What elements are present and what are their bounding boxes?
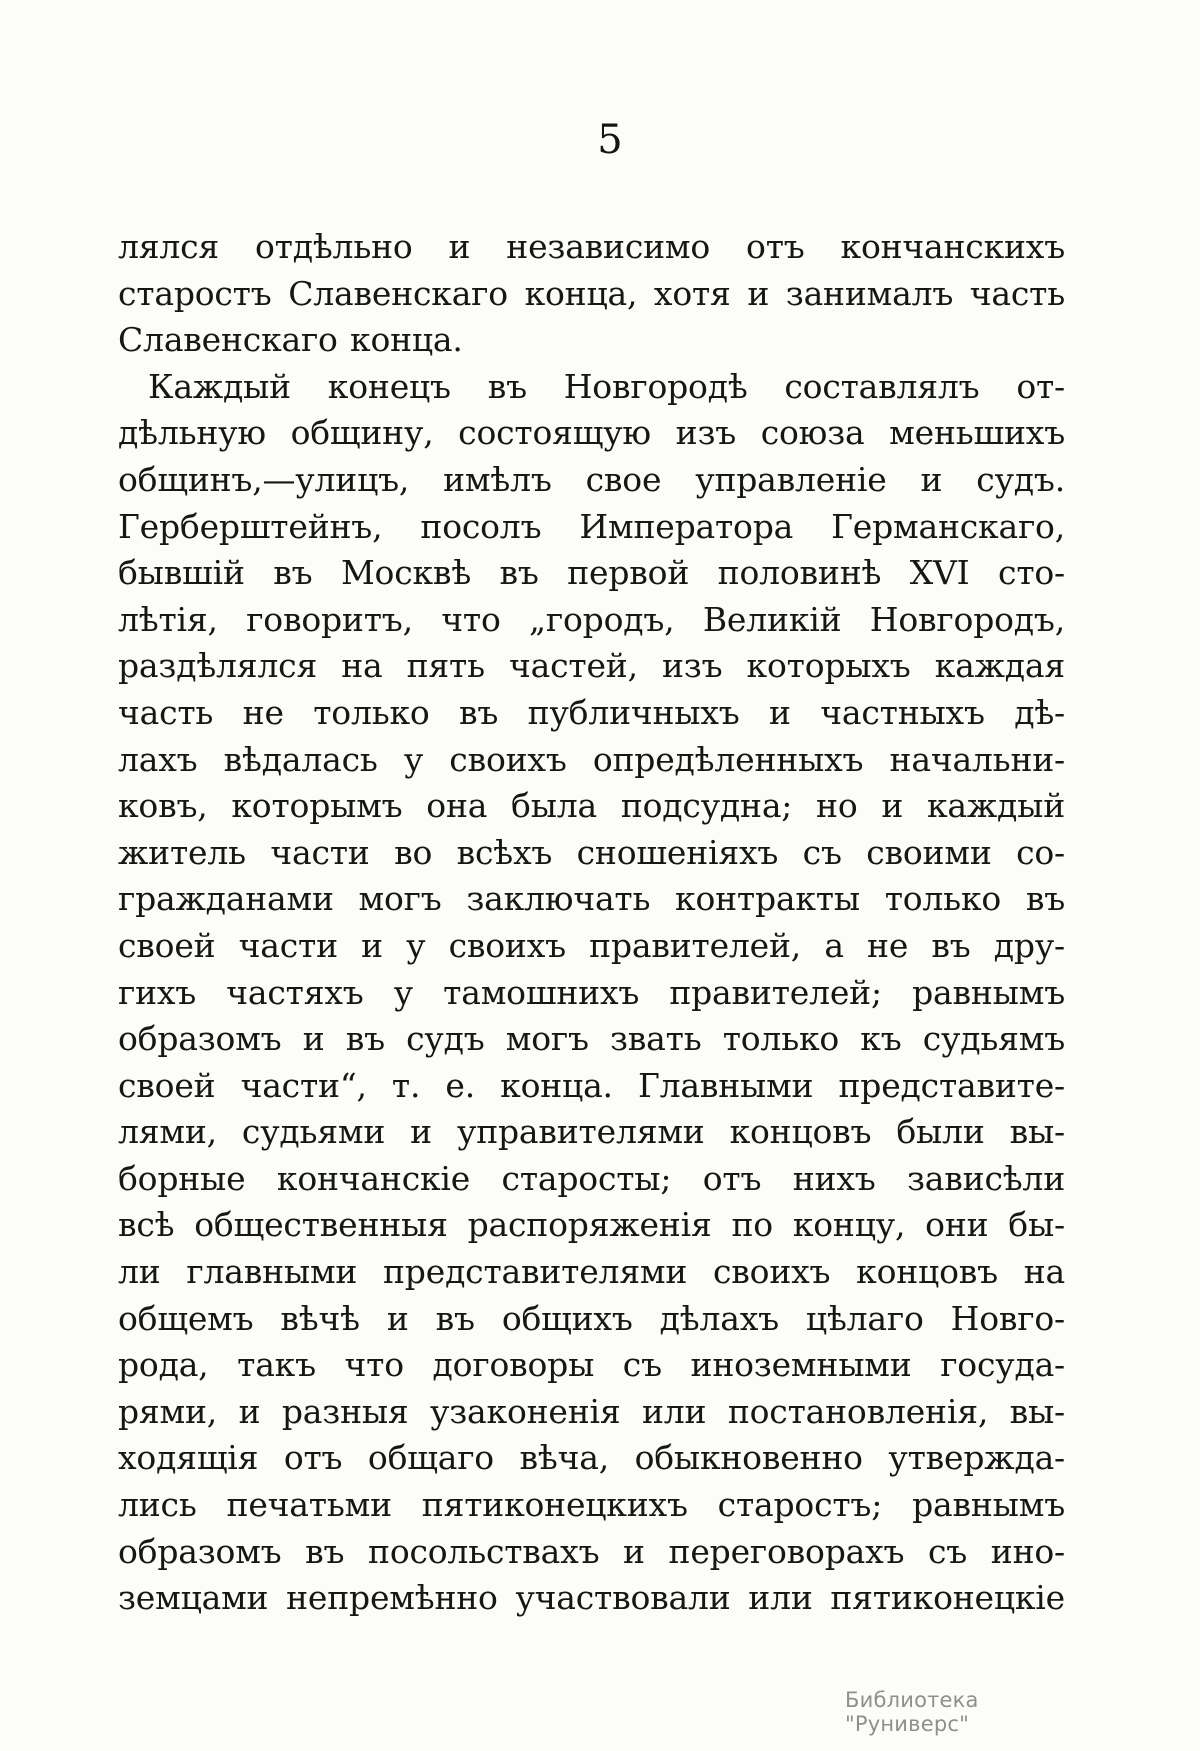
text-line: Каждый конецъ въ Новгородѣ составлялъ от- bbox=[148, 366, 1065, 406]
text-line: старостъ Славенскаго конца, хотя и занималъ часть bbox=[118, 273, 1065, 313]
text-line: ли главными представителями своихъ концовъ на bbox=[118, 1252, 1065, 1292]
text-line: своей части“, т. е. конца. Главными представите- bbox=[118, 1065, 1065, 1105]
text-line: раздѣлялся на пять частей, изъ которыхъ каждая bbox=[118, 646, 1065, 686]
text-line: всѣ общественныя распоряженія по концу, они бы- bbox=[118, 1205, 1065, 1245]
text-line: общемъ вѣчѣ и въ общихъ дѣлахъ цѣлаго Новго- bbox=[118, 1298, 1065, 1338]
page-number: 5 bbox=[597, 117, 623, 163]
text-line: лялся отдѣльно и независимо отъ кончанскихъ bbox=[118, 227, 1065, 266]
text-line: рями, и разныя узаконенія или постановленія, вы- bbox=[118, 1391, 1065, 1431]
text-line: ходящія отъ общаго вѣча, обыкновенно утвержда- bbox=[118, 1438, 1065, 1478]
text-line: борные кончанскіе старосты; отъ нихъ зависѣли bbox=[118, 1158, 1065, 1198]
text-line: общинъ,—улицъ, имѣлъ свое управленіе и судъ. bbox=[118, 459, 1065, 499]
text-line: лахъ вѣдалась у своихъ опредѣленныхъ начальни- bbox=[118, 739, 1065, 779]
text-line: ковъ, которымъ она была подсудна; но и каждый bbox=[118, 786, 1065, 826]
text-line: лѣтія, говоритъ, что „городъ, Великій Новгородъ, bbox=[118, 599, 1065, 639]
text-line: образомъ въ посольствахъ и переговорахъ съ ино- bbox=[118, 1531, 1065, 1571]
text-line: гихъ частяхъ у тамошнихъ правителей; равнымъ bbox=[118, 972, 1065, 1012]
text-line: дѣльную общину, состоящую изъ союза меньшихъ bbox=[118, 413, 1065, 453]
text-line: гражданами могъ заключать контракты только въ bbox=[118, 879, 1065, 919]
text-line: лями, судьями и управителями концовъ были вы- bbox=[118, 1112, 1065, 1152]
text-line: лись печатьми пятиконецкихъ старостъ; равнымъ bbox=[118, 1485, 1065, 1525]
text-block bbox=[118, 224, 1065, 1622]
text-line: своей части и у своихъ правителей, а не въ дру- bbox=[118, 925, 1065, 965]
text-line: часть не только въ публичныхъ и частныхъ дѣ- bbox=[118, 692, 1065, 732]
text-line: земцами непремѣнно участвовали или пятиконецкіе bbox=[118, 1578, 1065, 1618]
text-line: житель части во всѣхъ сношеніяхъ съ своими со- bbox=[118, 832, 1065, 872]
watermark-library-label: Библиотека "Руниверс" bbox=[845, 1688, 979, 1736]
text-line: бывшій въ Москвѣ въ первой половинѣ XVI сто- bbox=[118, 553, 1065, 593]
text-line: образомъ и въ судъ могъ звать только къ судьямъ bbox=[118, 1019, 1065, 1059]
text-line: Герберштейнъ, посолъ Императора Германскаго, bbox=[118, 506, 1065, 546]
text-line: Славенскаго конца. bbox=[118, 320, 463, 360]
text-line: рода, такъ что договоры съ иноземными госуда- bbox=[118, 1345, 1065, 1385]
